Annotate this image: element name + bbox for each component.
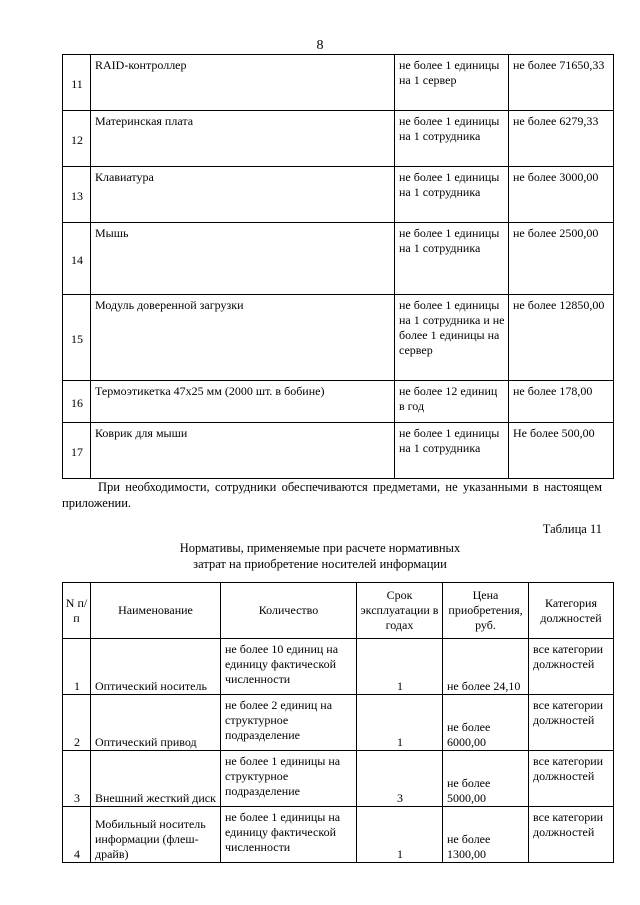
table-row (63, 111, 614, 167)
row-number: 13 (63, 167, 91, 223)
item-name: Мобильный носитель информации (флеш-драйв) (91, 807, 221, 863)
header-price: Цена приобретения, руб. (443, 583, 529, 639)
item-term: 3 (357, 751, 443, 807)
page-number: 8 (316, 38, 324, 53)
item-name: Внешний жесткий диск (91, 751, 221, 807)
header-term: Срок эксплуатации в годах (357, 583, 443, 639)
equipment-norms-table (62, 54, 614, 479)
item-quantity: не более 1 единицы на структурное подразделение (221, 751, 357, 807)
item-price: не более 24,10 (443, 639, 529, 695)
item-quantity: не более 1 единицы на единицу фактической численности (221, 807, 357, 863)
item-quantity: не более 1 единицы на 1 сотрудника (395, 167, 509, 223)
row-number: 16 (63, 381, 91, 423)
item-term: 1 (357, 639, 443, 695)
item-name: Коврик для мыши (91, 423, 395, 479)
row-number: 1 (63, 639, 91, 695)
item-name: Мышь (91, 223, 395, 295)
table-row (63, 807, 614, 863)
table-title-line-2: затрат на приобретение носителей информации (193, 557, 447, 571)
table-row (63, 381, 614, 423)
table-row (63, 223, 614, 295)
item-price: не более 5000,00 (443, 751, 529, 807)
header-category: Категория должностей (529, 583, 614, 639)
row-number: 2 (63, 695, 91, 751)
item-quantity: не более 1 единицы на 1 сотрудника (395, 223, 509, 295)
media-norms-table (62, 582, 614, 863)
item-name: Модуль доверенной загрузки (91, 295, 395, 381)
header-quantity: Количество (221, 583, 357, 639)
item-quantity: не более 12 единиц в год (395, 381, 509, 423)
item-category: все категории должностей (529, 639, 614, 695)
table-row (63, 167, 614, 223)
item-price: не более 2500,00 (509, 223, 614, 295)
item-price: не более 6279,33 (509, 111, 614, 167)
item-price: Не более 500,00 (509, 423, 614, 479)
item-price: не более 3000,00 (509, 167, 614, 223)
row-number: 11 (63, 55, 91, 111)
item-price: не более 71650,33 (509, 55, 614, 111)
item-price: не более 1300,00 (443, 807, 529, 863)
table-header-row (63, 583, 614, 639)
item-quantity: не более 10 единиц на единицу фактической численности (221, 639, 357, 695)
table-row (63, 423, 614, 479)
table-row (63, 639, 614, 695)
note-paragraph: При необходимости, сотрудники обеспечиваются предметами, не указанными в настоящем приложении. (62, 480, 602, 510)
item-name: Клавиатура (91, 167, 395, 223)
item-category: все категории должностей (529, 751, 614, 807)
row-number: 15 (63, 295, 91, 381)
row-number: 4 (63, 807, 91, 863)
item-price: не более 12850,00 (509, 295, 614, 381)
item-category: все категории должностей (529, 695, 614, 751)
item-name: Оптический носитель (91, 639, 221, 695)
row-number: 17 (63, 423, 91, 479)
table-caption: Таблица 11 (542, 522, 602, 536)
item-term: 1 (357, 695, 443, 751)
item-quantity: не более 1 единицы на 1 сотрудника и не более 1 единицы на сервер (395, 295, 509, 381)
item-quantity: не более 2 единиц на структурное подразделение (221, 695, 357, 751)
table-row (63, 695, 614, 751)
header-number: N п/п (63, 583, 91, 639)
item-price: не более 178,00 (509, 381, 614, 423)
item-name: Термоэтикетка 47х25 мм (2000 шт. в бобине) (91, 381, 395, 423)
table-row (63, 55, 614, 111)
item-quantity: не более 1 единицы на 1 сервер (395, 55, 509, 111)
row-number: 14 (63, 223, 91, 295)
item-quantity: не более 1 единицы на 1 сотрудника (395, 111, 509, 167)
row-number: 3 (63, 751, 91, 807)
item-name: Материнская плата (91, 111, 395, 167)
item-term: 1 (357, 807, 443, 863)
table-row (63, 751, 614, 807)
item-quantity: не более 1 единицы на 1 сотрудника (395, 423, 509, 479)
table-title-line-1: Нормативы, применяемые при расчете нормативных (179, 541, 461, 555)
header-name: Наименование (91, 583, 221, 639)
item-category: все категории должностей (529, 807, 614, 863)
item-name: RAID-контроллер (91, 55, 395, 111)
row-number: 12 (63, 111, 91, 167)
table-row (63, 295, 614, 381)
item-name: Оптический привод (91, 695, 221, 751)
item-price: не более 6000,00 (443, 695, 529, 751)
